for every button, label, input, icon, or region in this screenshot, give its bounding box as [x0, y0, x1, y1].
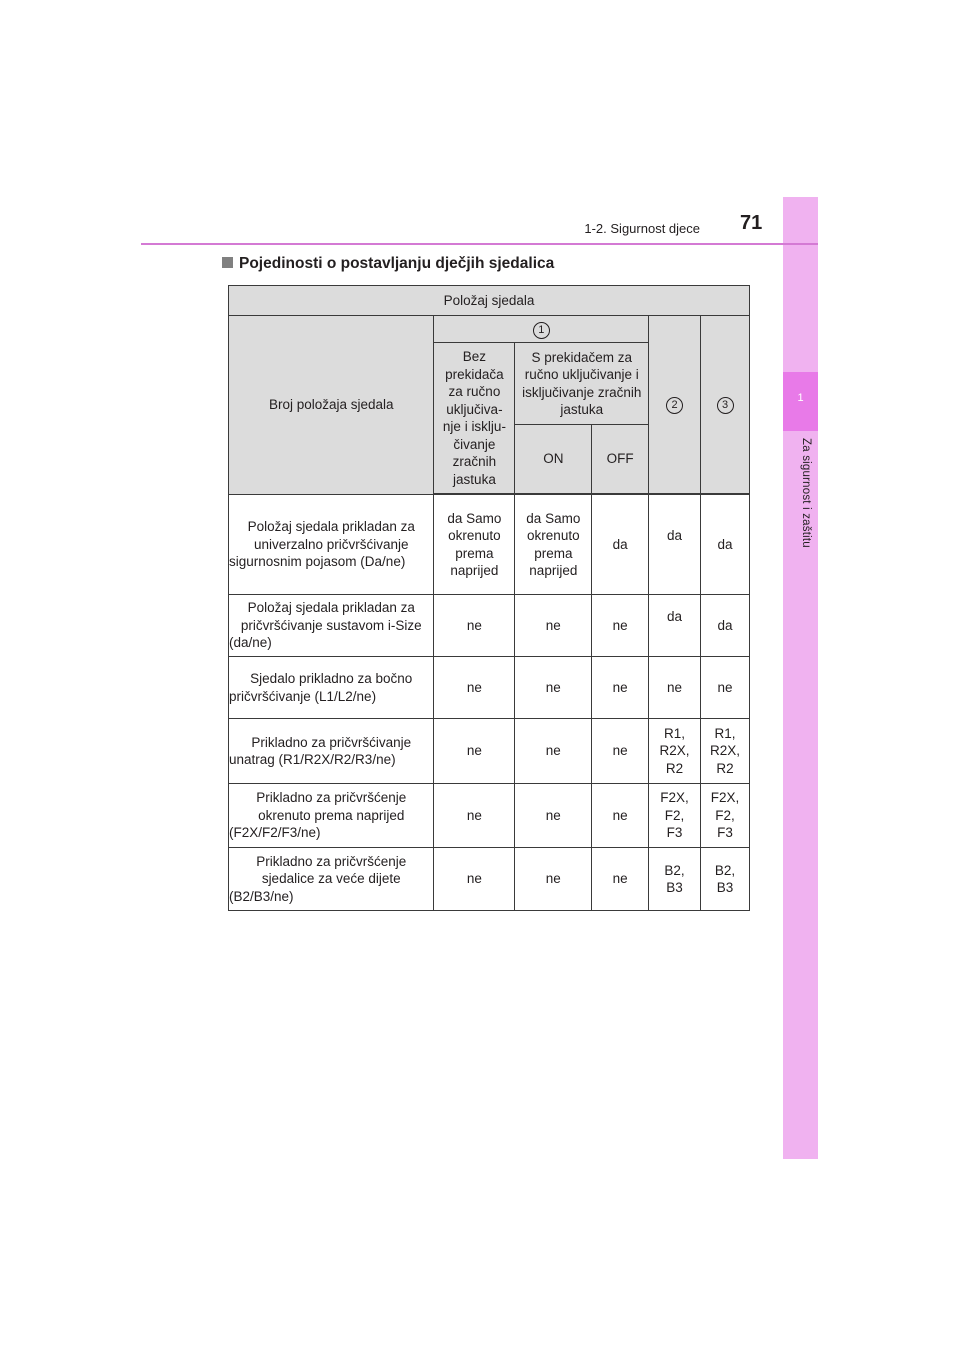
cell-without-switch: ne	[434, 719, 515, 784]
chapter-title: Za sigurnost i zaštitu	[800, 438, 812, 548]
cell-position-2-text: da	[667, 527, 683, 543]
cell-on: ne	[515, 595, 592, 657]
row-label: Sjedalo prikladno za bočno pričvršćivanje (L1/L2/ne)	[229, 657, 434, 719]
cell-position-2: ne	[649, 657, 701, 719]
row-label: Prikladno za pričvršćivanje unatrag (R1/R2X/R2/R3/ne)	[229, 719, 434, 784]
cell-on: ne	[515, 719, 592, 784]
off-header: OFF	[592, 425, 649, 494]
table-row	[229, 595, 750, 657]
square-bullet-icon	[222, 257, 233, 268]
row-label: Položaj sjedala prikladan za pričvršćivanje sustavom i-Size (da/ne)	[229, 595, 434, 657]
cell-position-3: da	[701, 595, 750, 657]
cell-off: ne	[592, 719, 649, 784]
section-heading-text: Pojedinosti o postavljanju dječjih sjedalica	[239, 255, 555, 272]
row-label: Položaj sjedala prikladan za univerzalno pričvršćivanje sigurnosnim pojasom (Da/ne)	[229, 495, 434, 595]
cell-off: ne	[592, 784, 649, 848]
cell-without-switch: ne	[434, 848, 515, 911]
section-heading	[222, 255, 554, 273]
seat-position-table	[228, 285, 750, 911]
section-title: 1-2. Sigurnost djece	[584, 221, 700, 236]
cell-on: ne	[515, 784, 592, 848]
cell-position-3: B2, B3	[701, 848, 750, 911]
cell-on: ne	[515, 848, 592, 911]
cell-position-2-text: da	[667, 608, 683, 624]
cell-off: ne	[592, 595, 649, 657]
row-label: Prikladno za pričvršćenje sjedalice za veće dijete (B2/B3/ne)	[229, 848, 434, 911]
cell-without-switch: ne	[434, 595, 515, 657]
cell-position-2: R1, R2X, R2	[649, 719, 701, 784]
cell-position-2: F2X, F2, F3	[649, 784, 701, 848]
on-header: ON	[515, 425, 592, 494]
cell-position-3: da	[701, 495, 750, 595]
col-group-1-header	[434, 316, 649, 343]
table-row	[229, 848, 750, 911]
cell-off: ne	[592, 657, 649, 719]
header-divider	[141, 243, 818, 245]
table-row	[229, 495, 750, 595]
col-3-header	[701, 316, 750, 494]
cell-off: da	[592, 495, 649, 595]
cell-on: ne	[515, 657, 592, 719]
row-label: Prikladno za pričvršćenje okrenuto prema naprijed (F2X/F2/F3/ne)	[229, 784, 434, 848]
cell-position-2	[649, 595, 701, 657]
cell-position-2: B2, B3	[649, 848, 701, 911]
cell-without-switch: ne	[434, 784, 515, 848]
cell-on: da Samo okrenuto prema naprijed	[515, 495, 592, 595]
cell-off: ne	[592, 848, 649, 911]
chapter-number: 1	[797, 392, 804, 404]
table-row	[229, 719, 750, 784]
cell-without-switch: ne	[434, 657, 515, 719]
cell-without-switch: da Samo okrenuto prema naprijed	[434, 495, 515, 595]
col-2-header	[649, 316, 701, 494]
table-row	[229, 784, 750, 848]
chapter-side-strip	[783, 197, 818, 1159]
cell-position-3: R1, R2X, R2	[701, 719, 750, 784]
circled-number-2-icon: 2	[666, 397, 683, 414]
table-row	[229, 657, 750, 719]
cell-position-3: ne	[701, 657, 750, 719]
page-number: 71	[740, 212, 763, 234]
row-header-label: Broj položaja sjedala	[229, 316, 434, 495]
cell-position-3: F2X, F2, F3	[701, 784, 750, 848]
sub-header-with-switch: S prekidačem za ručno uključivanje i isključivanje zračnih jastuka	[515, 343, 649, 425]
circled-number-3-icon: 3	[717, 397, 734, 414]
cell-position-2	[649, 495, 701, 595]
circled-number-1-icon: 1	[533, 322, 550, 339]
sub-header-without-switch: Bez prekidača za ručno uključiva-nje i isklju-čivanje zračnih jastuka	[434, 343, 515, 494]
table-title: Položaj sjedala	[229, 286, 750, 316]
